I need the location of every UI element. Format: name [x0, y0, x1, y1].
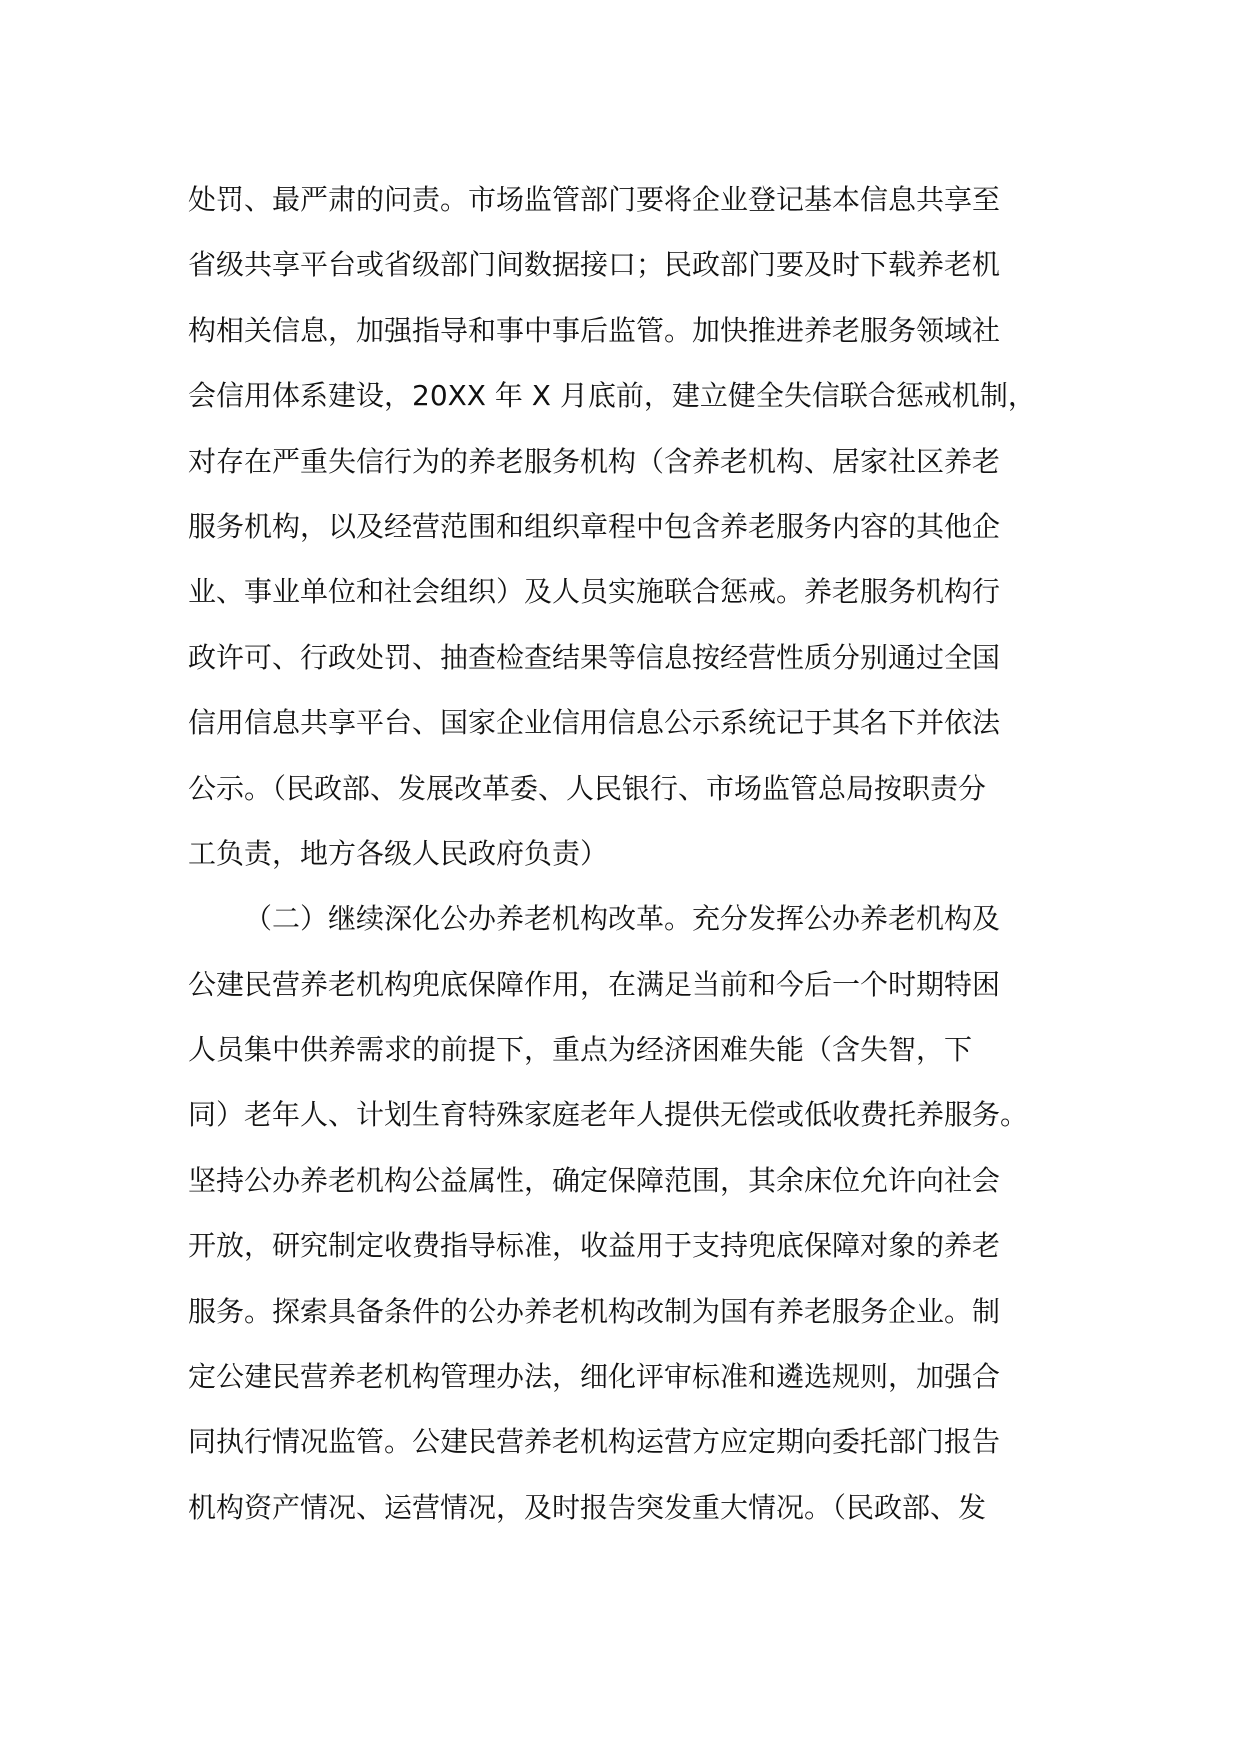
text-line: 构相关信息，加强指导和事中事后监管。加快推进养老服务领域社: [188, 313, 1001, 347]
text-line: 同）老年人、计划生育特殊家庭老年人提供无偿或低收费托养服务。: [188, 1098, 1029, 1132]
text-line: 机构资产情况、运营情况，及时报告突发重大情况。（民政部、发: [188, 1490, 987, 1524]
document-body: [188, 167, 1068, 1540]
text-line: 省级共享平台或省级部门间数据接口；民政部门要及时下载养老机: [188, 248, 1001, 282]
text-line: 人员集中供养需求的前提下，重点为经济困难失能（含失智，下: [188, 1033, 973, 1067]
text-line: 对存在严重失信行为的养老服务机构（含养老机构、居家社区养老: [188, 444, 1001, 478]
text-line: 开放，研究制定收费指导标准，收益用于支持兜底保障对象的养老: [188, 1229, 1001, 1263]
text-line: 会信用体系建设，20XX 年 X 月底前，建立健全失信联合惩戒机制，: [188, 379, 1036, 413]
text-line: 工负责，地方各级人民政府负责）: [188, 836, 609, 870]
text-line: 坚持公办养老机构公益属性，确定保障范围，其余床位允许向社会: [188, 1163, 1001, 1197]
text-line: 处罚、最严肃的问责。市场监管部门要将企业登记基本信息共享至: [188, 183, 1001, 216]
text-line: 同执行情况监管。公建民营养老机构运营方应定期向委托部门报告: [188, 1425, 1001, 1459]
text-line: 业、事业单位和社会组织）及人员实施联合惩戒。养老服务机构行: [188, 575, 1001, 609]
text-line: 服务机构，以及经营范围和组织章程中包含养老服务内容的其他企: [188, 509, 1001, 543]
text-line: 公示。（民政部、发展改革委、人民银行、市场监管总局按职责分: [188, 771, 987, 805]
text-line: 信用信息共享平台、国家企业信用信息公示系统记于其名下并依法: [188, 706, 1001, 740]
section-heading-line: （二）继续深化公办养老机构改革。充分发挥公办养老机构及: [244, 902, 1001, 936]
text-line: 政许可、行政处罚、抽查检查结果等信息按经营性质分别通过全国: [188, 640, 1001, 674]
text-line: 定公建民营养老机构管理办法，细化评审标准和遴选规则，加强合: [188, 1360, 1001, 1394]
text-line: 服务。探索具备条件的公办养老机构改制为国有养老服务企业。制: [188, 1294, 1001, 1328]
text-line: 公建民营养老机构兜底保障作用，在满足当前和今后一个时期特困: [188, 967, 1001, 1001]
